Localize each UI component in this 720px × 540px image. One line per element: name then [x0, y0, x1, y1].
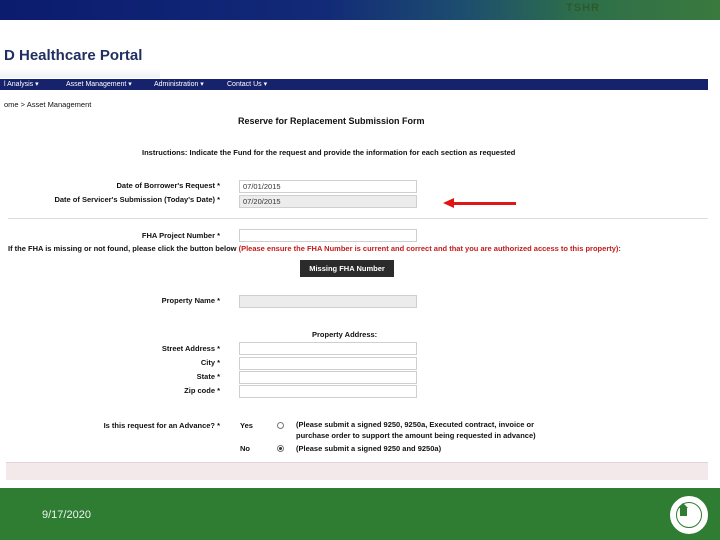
missing-fha-number-button[interactable]: Missing FHA Number	[300, 260, 394, 277]
portal-navbar	[0, 79, 708, 90]
portal-logo-area	[0, 68, 160, 78]
zip-code-field[interactable]	[239, 385, 417, 398]
borrower-request-label: Date of Borrower's Request *	[116, 181, 220, 190]
form-bottom-strip	[6, 462, 708, 480]
red-arrow-shaft	[452, 202, 516, 205]
zip-code-label: Zip code *	[184, 386, 220, 395]
fha-project-number-label: FHA Project Number *	[141, 231, 220, 240]
street-address-field[interactable]	[239, 342, 417, 355]
fha-project-number-field[interactable]	[239, 229, 417, 242]
form-instructions: Instructions: Indicate the Fund for the request and provide the information for each section as requested	[142, 148, 516, 157]
slide-header-text: TSHR	[566, 2, 600, 14]
slide-footer	[0, 488, 720, 540]
advance-no-note: (Please submit a signed 9250 and 9250a)	[296, 444, 442, 453]
city-field[interactable]	[239, 357, 417, 370]
nav-item-contact-us[interactable]: Contact Us ▾	[227, 81, 268, 88]
section-divider	[8, 218, 708, 219]
property-name-label: Property Name *	[161, 296, 220, 305]
form-title: Reserve for Replacement Submission Form	[238, 116, 425, 126]
red-arrow-head	[443, 198, 454, 208]
servicer-submission-date-field: 07/20/2015	[239, 195, 417, 208]
portal-screenshot	[0, 20, 720, 480]
slide-header-band	[0, 0, 720, 20]
advance-yes-label: Yes	[240, 421, 253, 430]
servicer-submission-label: Date of Servicer's Submission (Today's Date) *	[54, 195, 220, 204]
city-label: City *	[200, 358, 220, 367]
nav-item-analysis[interactable]: l Analysis ▾	[4, 81, 39, 88]
borrower-request-date-field[interactable]: 07/01/2015	[239, 180, 417, 193]
property-name-field	[239, 295, 417, 308]
breadcrumb: ome > Asset Management	[4, 100, 92, 109]
nav-item-asset-management[interactable]: Asset Management ▾	[66, 81, 132, 88]
fha-missing-note	[8, 244, 621, 253]
portal-title: D Healthcare Portal	[4, 47, 143, 64]
advance-question-label: Is this request for an Advance? *	[103, 421, 220, 430]
hud-seal-logo-icon	[668, 494, 710, 536]
street-address-label: Street Address *	[161, 344, 220, 353]
slide-footer-date: 9/17/2020	[42, 509, 91, 521]
property-address-heading: Property Address:	[312, 330, 378, 339]
seal-house	[680, 508, 687, 516]
advance-yes-note-line1: (Please submit a signed 9250, 9250a, Executed contract, invoice or	[296, 420, 535, 429]
advance-no-label: No	[240, 444, 250, 453]
state-label: State *	[196, 372, 220, 381]
state-field[interactable]	[239, 371, 417, 384]
nav-item-administration[interactable]: Administration ▾	[154, 81, 204, 88]
advance-no-radio[interactable]	[277, 445, 284, 452]
fha-missing-note-warning: (Please ensure the FHA Number is current and correct and that you are authorized access to this property):	[238, 244, 621, 253]
advance-yes-radio[interactable]	[277, 422, 284, 429]
advance-yes-note-line2: purchase order to support the amount being requested in advance)	[296, 431, 536, 440]
fha-missing-note-text: If the FHA is missing or not found, please click the button below	[8, 244, 239, 253]
